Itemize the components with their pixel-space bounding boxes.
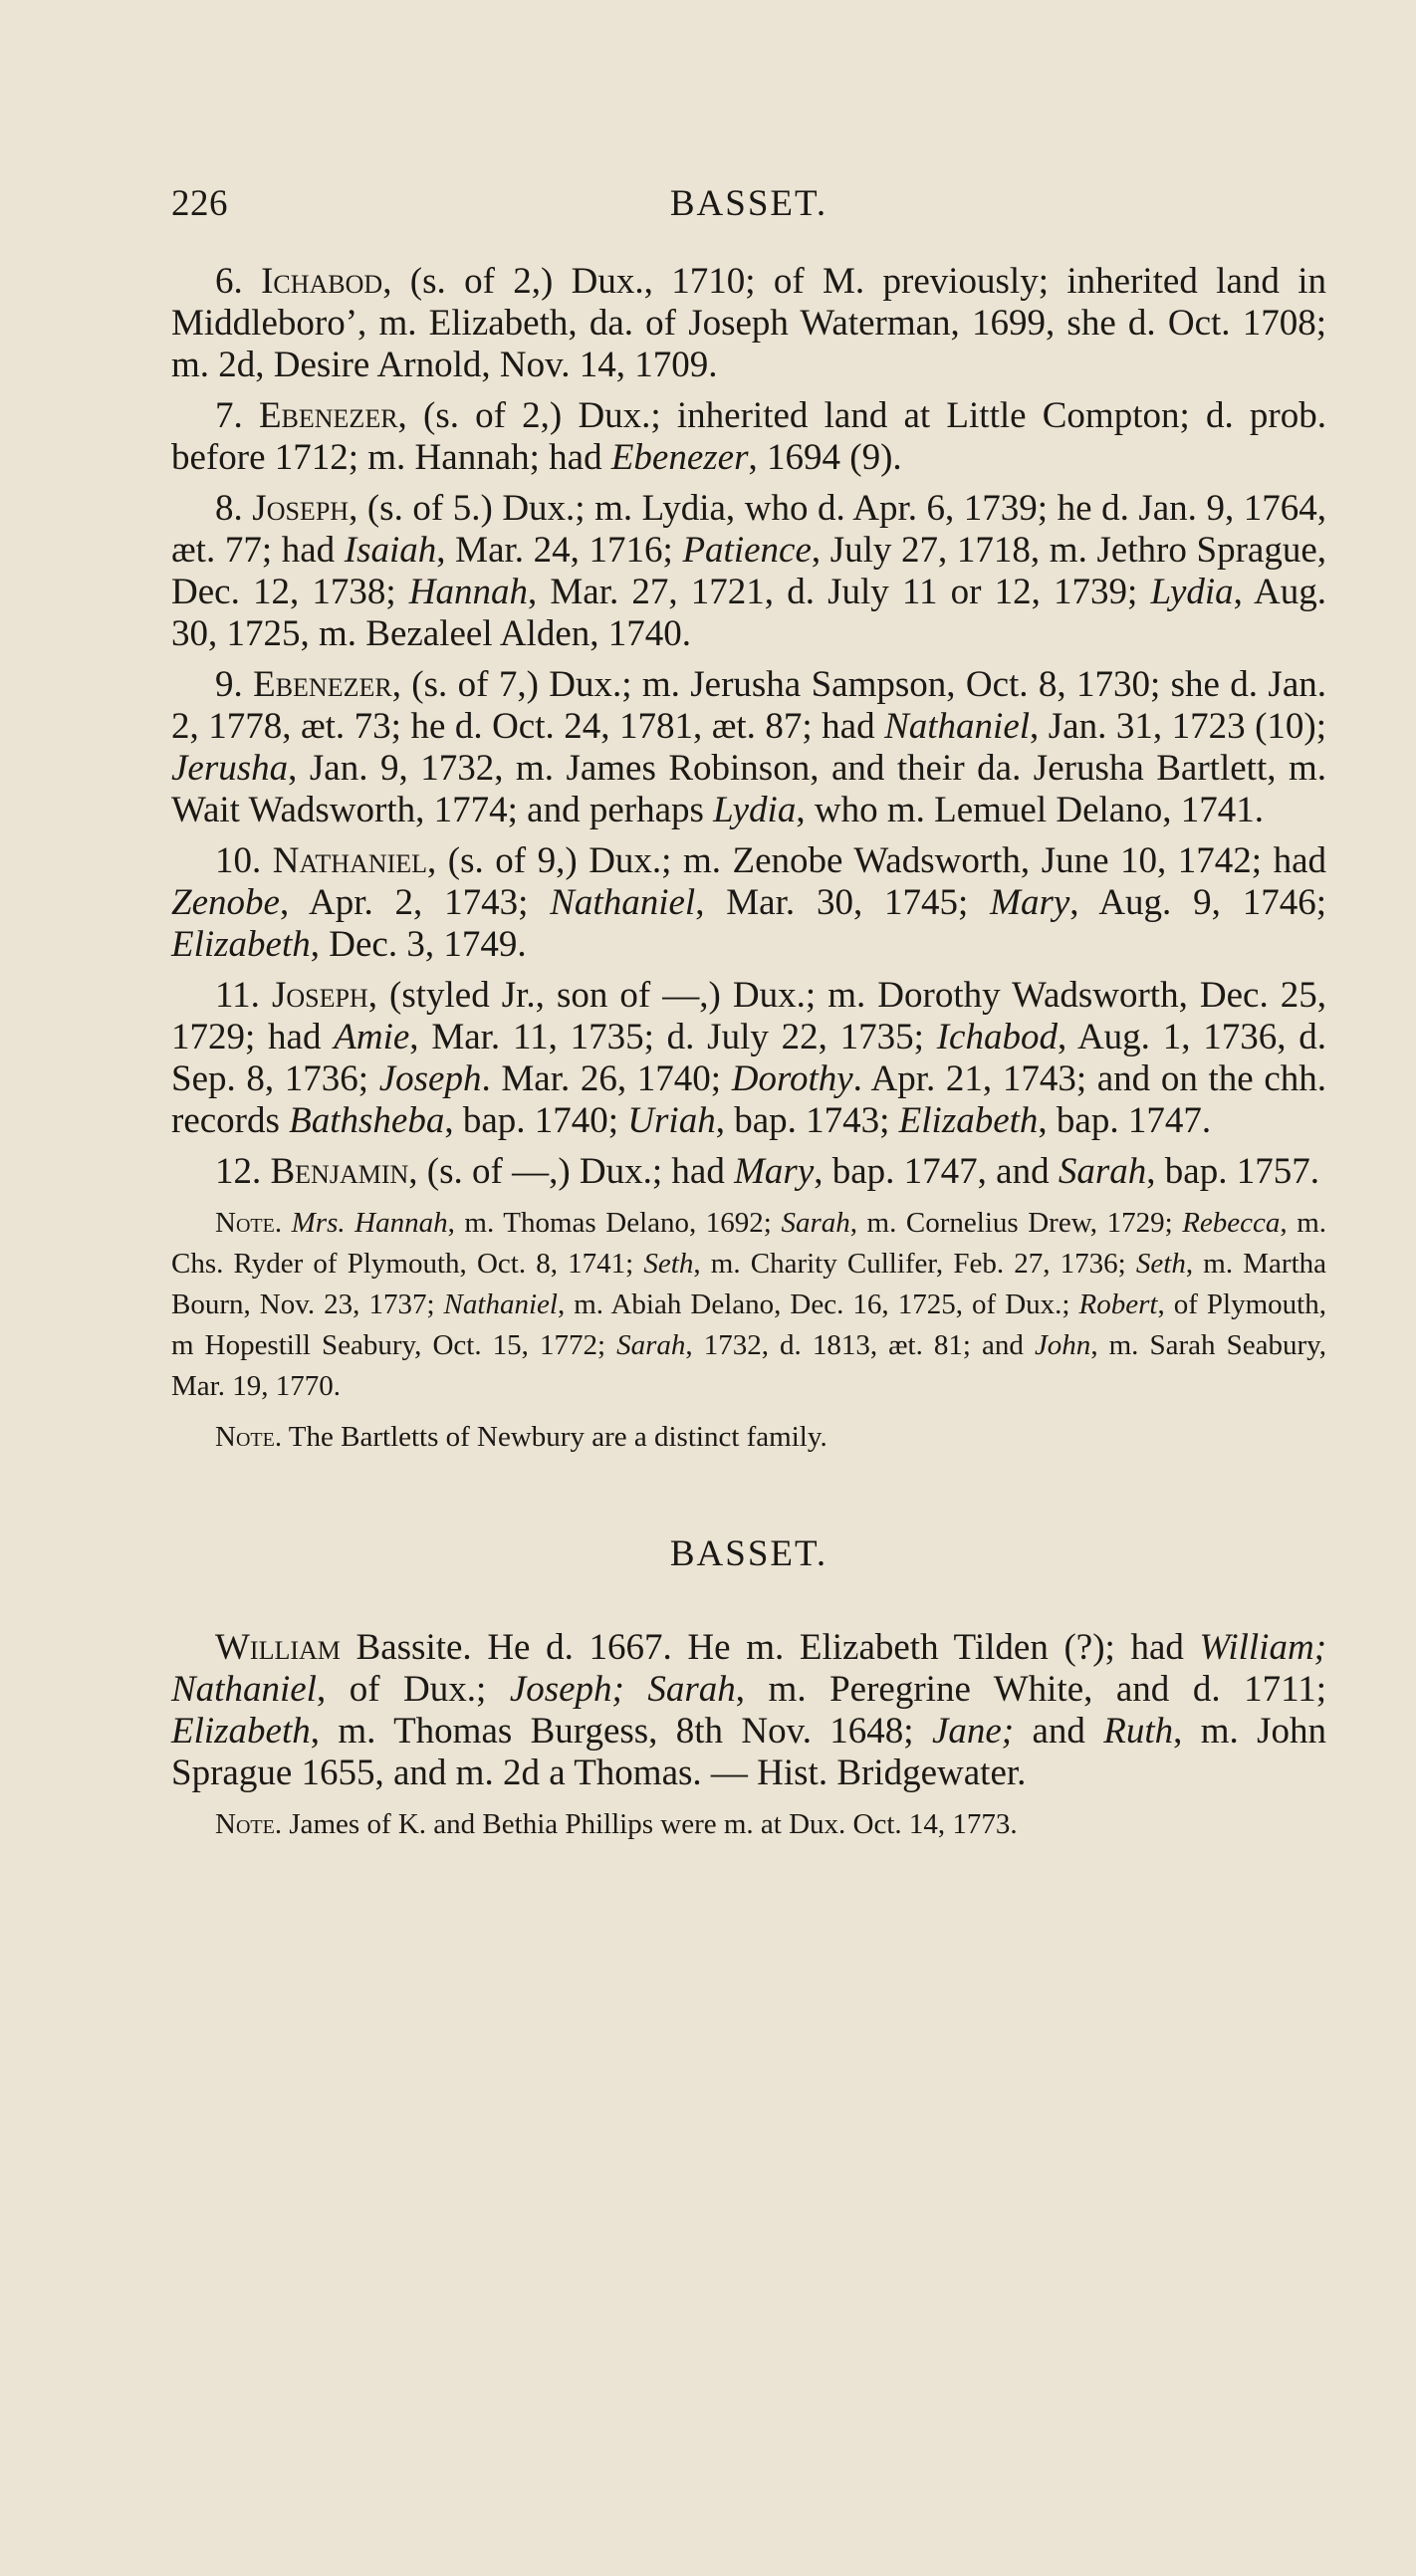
text-run: , Jan. 31, 1723 (10); [1030,706,1326,747]
text-run: , 1694 (9). [748,437,902,478]
text-run: 9. [215,664,254,705]
entry-12 [171,1151,1326,1193]
name-italic: Zenobe [171,882,280,923]
text-run: 7. [215,395,259,436]
name-small-caps: Ebenezer [258,395,398,436]
name-italic: Bathsheba [289,1100,445,1141]
text-run: , bap. 1743; [715,1100,899,1141]
genealogy-entries [171,261,1326,1193]
name-italic: Hannah [408,572,529,612]
text-run: , (s. of 7,) Dux.; m. Jerusha Sampson, Oct. 8, 1730; she d. Jan. 2, 1778, æt. 73; he d. Oct. 24, 1781, æt. 87; had [171,664,1326,747]
text-run: , Apr. 2, 1743; [279,882,551,923]
text-run: , m. Charity Cullifer, Feb. 27, 1736; [693,1248,1136,1280]
text-run: , 1732, d. 1813, æt. 81; and [685,1329,1035,1361]
name-small-caps: Ichabod [261,261,383,302]
name-italic: Robert [1078,1288,1158,1320]
text-run: , m. Thomas Delano, 1692; [447,1207,782,1239]
name-italic: Mary [990,882,1070,923]
name-italic: Nathaniel [443,1288,558,1320]
name-italic: Amie [334,1017,410,1057]
text-run: 12. [215,1151,271,1192]
name-italic: Dorothy [731,1058,853,1099]
name-italic: Jane; [931,1711,1015,1752]
page-header [171,182,1326,232]
name-small-caps: William [215,1627,341,1668]
text-run: The Bartletts of Newbury are a distinct family. [282,1421,827,1453]
name-italic: Mrs. Hannah [291,1207,448,1239]
name-small-caps: Ebenezer [253,664,392,705]
text-run: , Aug. 1, 1736, d. Sep. 8, 1736; [171,1017,1327,1099]
text-run: . Mar. 26, 1740; [481,1058,732,1099]
text-run: , (s. of 5.) Dux.; m. Lydia, who d. Apr. 6, 1739; he d. Jan. 9, 1764, æt. 77; had [171,488,1327,571]
name-italic: Nathaniel [550,882,696,923]
name-small-caps: Nathaniel [272,840,428,881]
entry-7 [171,395,1326,479]
page-body [171,261,1326,1851]
name-italic: Joseph [378,1058,482,1099]
name-italic: Rebecca [1182,1207,1281,1239]
name-italic: Seth [643,1248,694,1280]
text-run: , Aug. 9, 1746; [1069,882,1326,923]
name-italic: Joseph; Sarah [509,1669,736,1710]
text-run: , Mar. 30, 1745; [695,882,991,923]
text-run: , bap. 1747. [1038,1100,1212,1141]
name-italic: Elizabeth [171,1711,311,1752]
text-run: , Dec. 3, 1749. [310,924,527,965]
text-run: , bap. 1740; [444,1100,628,1141]
name-italic: Nathaniel [884,706,1031,747]
text-run: James of K. and Bethia Phillips were m. at Dux. Oct. 14, 1773. [282,1808,1018,1840]
text-run: 11. [215,975,272,1016]
text-run: , (s. of 2,) Dux., 1710; of M. previously; inherited land in Middleboro’, m. Elizabeth, da. of Joseph Waterman, 1699, she d. Oct. 1708; m. 2d, Desire Arnold, Nov. 14, 1709. [171,261,1326,385]
name-italic: Jerusha [171,748,289,789]
note-james-of-k [171,1804,1326,1845]
name-italic: Ebenezer [610,437,749,478]
page-number: 226 [171,183,228,224]
entry-8 [171,488,1326,655]
text-run: , July 27, 1718, m. Jethro Sprague, Dec. 12, 1738; [171,530,1326,612]
text-run: , Aug. 30, 1725, m. Bezaleel Alden, 1740. [171,572,1326,654]
name-italic: Sarah [1058,1151,1147,1192]
name-italic: John [1034,1329,1091,1361]
text-run: , of Dux.; [316,1669,510,1710]
text-run: , m. John Sprague 1655, and m. 2d a Thomas. — Hist. Bridgewater. [171,1711,1326,1793]
name-small-caps: Note. [215,1808,283,1840]
entry-6 [171,261,1326,386]
name-italic: Ruth [1103,1711,1174,1752]
section-heading-basset: BASSET. [669,1533,828,1574]
name-italic: Patience [682,530,812,571]
name-small-caps: Joseph [252,488,350,529]
text-run: Bassite. He d. 1667. He m. Elizabeth Tilden (?); had [340,1627,1200,1668]
text-run: , bap. 1757. [1146,1151,1319,1192]
text-run: , who m. Lemuel Delano, 1741. [796,790,1264,830]
name-italic: Lydia [713,790,797,830]
text-run [282,1207,292,1239]
text-run: , Mar. 24, 1716; [436,530,683,571]
name-italic: Elizabeth [171,924,311,965]
entry-9 [171,664,1326,831]
text-run: 10. [215,840,273,881]
note-bartletts [171,1417,1326,1458]
entry-11 [171,975,1326,1142]
note-marriages [171,1203,1326,1407]
text-run: 6. [215,261,262,302]
name-italic: Isaiah [344,530,437,571]
text-run: , (styled Jr., son of —,) Dux.; m. Dorothy Wadsworth, Dec. 25, 1729; had [171,975,1326,1057]
entry-william-bassite [171,1627,1326,1794]
text-run: and [1014,1711,1104,1752]
text-run: . Apr. 21, 1743; and on the chh. records [171,1058,1326,1141]
text-run: , Mar. 11, 1735; d. July 22, 1735; [409,1017,937,1057]
text-run: , m. Peregrine White, and d. 1711; [735,1669,1326,1710]
name-italic: William; Nathaniel [171,1627,1326,1710]
name-italic: Ichabod [936,1017,1058,1057]
text-run: , bap. 1747, and [814,1151,1059,1192]
name-small-caps: Benjamin [270,1151,409,1192]
text-run: , of Plymouth, m Hopestill Seabury, Oct. 15, 1772; [171,1288,1326,1361]
name-small-caps: Note. [215,1207,283,1239]
text-run: , (s. of 9,) Dux.; m. Zenobe Wadsworth, June 10, 1742; had [427,840,1327,881]
name-small-caps: Joseph [271,975,368,1016]
text-run: , m. Thomas Burgess, 8th Nov. 1648; [310,1711,932,1752]
name-italic: Uriah [627,1100,716,1141]
name-italic: Mary [734,1151,815,1192]
text-run: , m. Chs. Ryder of Plymouth, Oct. 8, 1741; [171,1207,1327,1280]
entry-10 [171,840,1326,966]
text-run: , m. Cornelius Drew, 1729; [849,1207,1183,1239]
text-run: , Jan. 9, 1732, m. James Robinson, and their da. Jerusha Bartlett, m. Wait Wadsworth, 1774; and perhaps [171,748,1326,830]
text-run: , Mar. 27, 1721, d. July 11 or 12, 1739; [528,572,1151,612]
name-italic: Elizabeth [898,1100,1039,1141]
name-italic: Sarah [616,1329,686,1361]
running-head: BASSET. [669,183,828,224]
text-run: , m. Martha Bourn, Nov. 23, 1737; [171,1248,1326,1320]
name-italic: Sarah [781,1207,850,1239]
text-run: , m. Abiah Delano, Dec. 16, 1725, of Dux.; [557,1288,1079,1320]
name-small-caps: Note. [215,1421,283,1453]
text-run: , (s. of 2,) Dux.; inherited land at Little Compton; d. prob. before 1712; m. Hannah; had [171,395,1326,478]
text-run: , (s. of —,) Dux.; had [408,1151,735,1192]
text-run: 8. [215,488,253,529]
name-italic: Seth [1135,1248,1186,1280]
text-run: , m. Sarah Seabury, Mar. 19, 1770. [171,1329,1326,1402]
name-italic: Lydia [1150,572,1234,612]
